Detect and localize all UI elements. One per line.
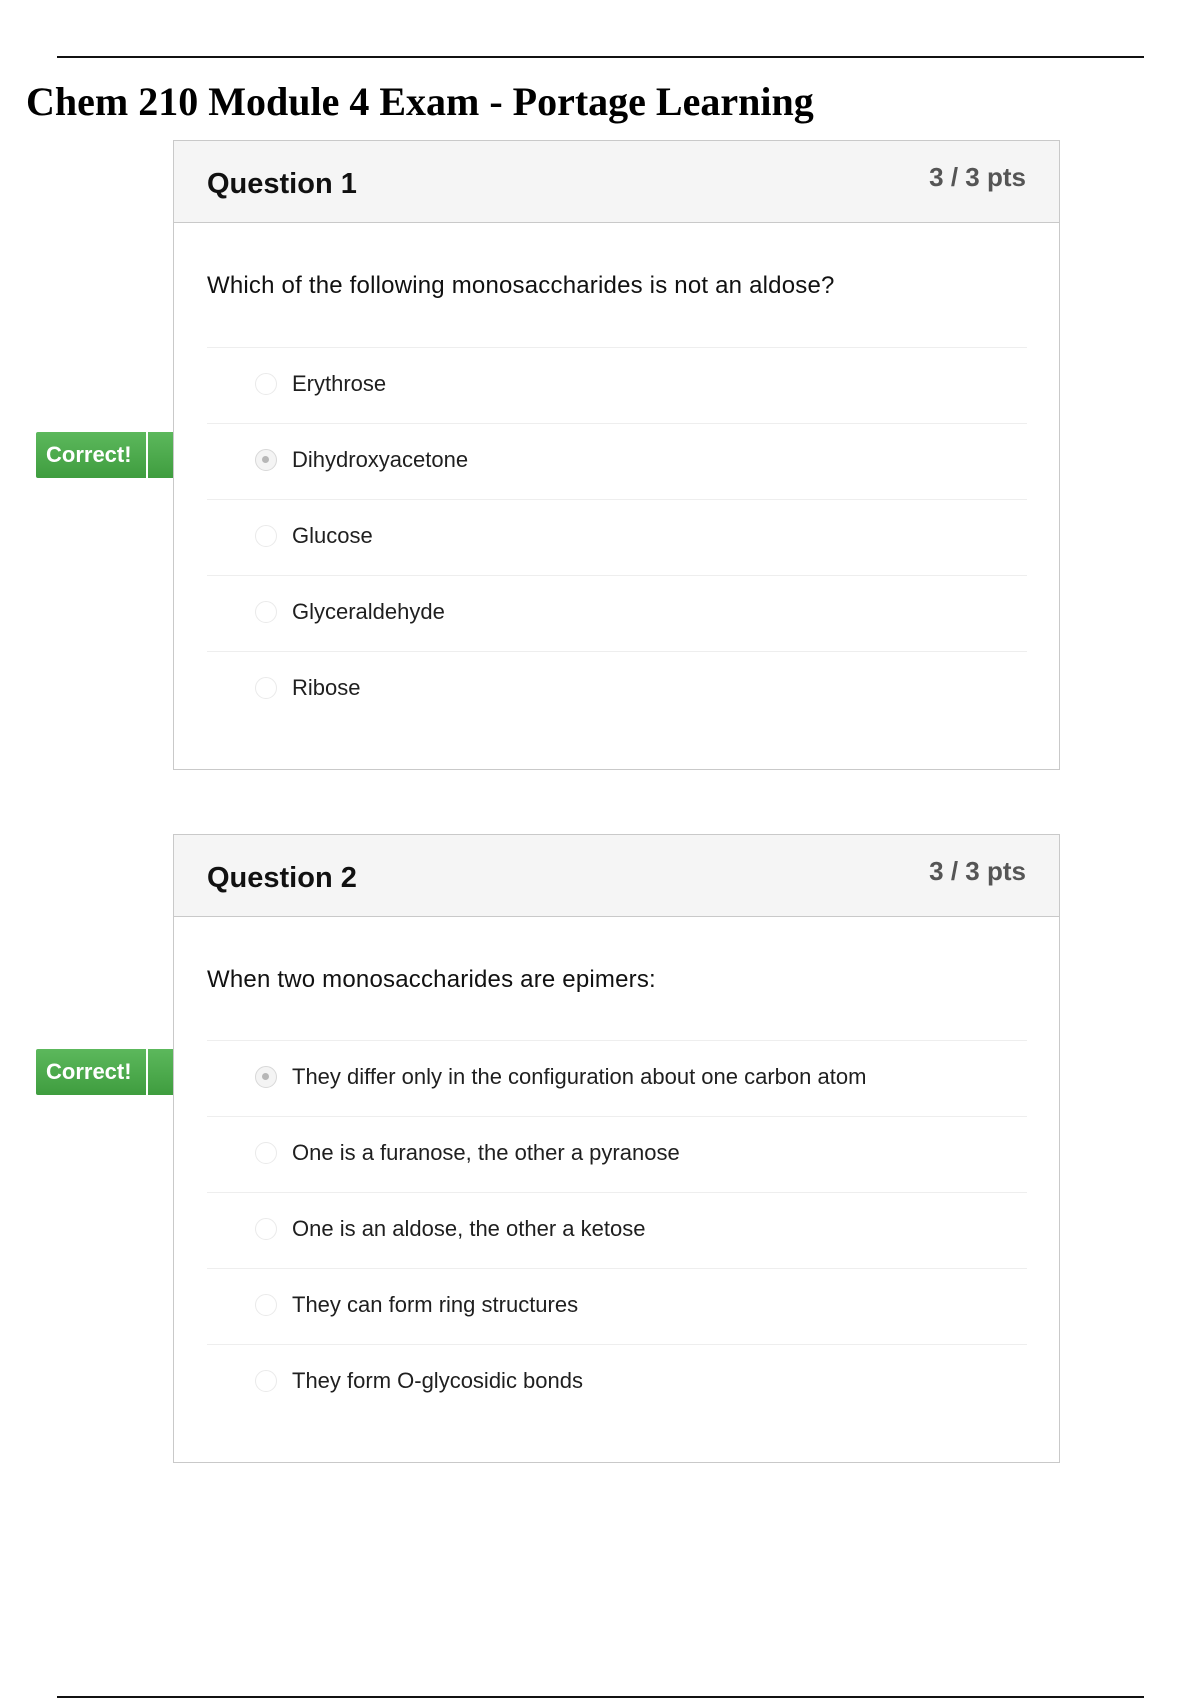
radio-unselected-icon[interactable] [255,1370,277,1392]
answer-option[interactable] [207,1344,1027,1420]
answer-label: They form O-glycosidic bonds [292,1368,583,1393]
radio-unselected-icon[interactable] [255,677,277,699]
answer-label: Glyceraldehyde [292,599,445,624]
answer-label: One is an aldose, the other a ketose [292,1216,646,1241]
answer-label: They differ only in the configuration about one carbon atom [292,1064,867,1089]
radio-unselected-icon[interactable] [255,601,277,623]
answer-label: Ribose [292,675,361,700]
radio-selected-icon[interactable] [255,449,277,471]
radio-unselected-icon[interactable] [255,1294,277,1316]
question-card-2 [173,834,1060,1463]
document-title: Chem 210 Module 4 Exam - Portage Learning [26,79,814,124]
correct-label: Correct! [46,442,132,467]
radio-unselected-icon[interactable] [255,1142,277,1164]
question-card-1 [173,140,1060,770]
answer-label: They can form ring structures [292,1292,579,1317]
answer-label: Glucose [292,523,373,548]
answer-list [207,1040,1027,1420]
answer-option-selected[interactable] [207,423,1027,499]
answer-option-selected[interactable] [207,1040,1027,1116]
question-header [174,141,1059,223]
question-title: Question 2 [207,862,357,894]
radio-unselected-icon[interactable] [255,373,277,395]
answer-option[interactable] [207,499,1027,575]
answer-option[interactable] [207,575,1027,651]
correct-label: Correct! [46,1059,132,1084]
answer-option[interactable] [207,651,1027,727]
question-text: Which of the following monosaccharides is not an aldose? [207,272,835,299]
answer-option[interactable] [207,1192,1027,1268]
answer-label: Dihydroxyacetone [292,447,469,472]
answer-label: One is a furanose, the other a pyranose [292,1140,680,1165]
answer-option[interactable] [207,1268,1027,1344]
radio-selected-icon[interactable] [255,1066,277,1088]
question-points: 3 / 3 pts [929,162,1026,192]
bottom-divider [57,1696,1144,1698]
answer-label: Erythrose [292,371,387,396]
top-divider [57,56,1144,58]
question-points: 3 / 3 pts [929,856,1026,886]
answer-option[interactable] [207,1116,1027,1192]
radio-unselected-icon[interactable] [255,525,277,547]
question-title: Question 1 [207,168,357,200]
answer-list [207,347,1027,727]
radio-unselected-icon[interactable] [255,1218,277,1240]
answer-option[interactable] [207,347,1027,423]
question-text: When two monosaccharides are epimers: [207,966,656,993]
question-header [174,835,1059,917]
